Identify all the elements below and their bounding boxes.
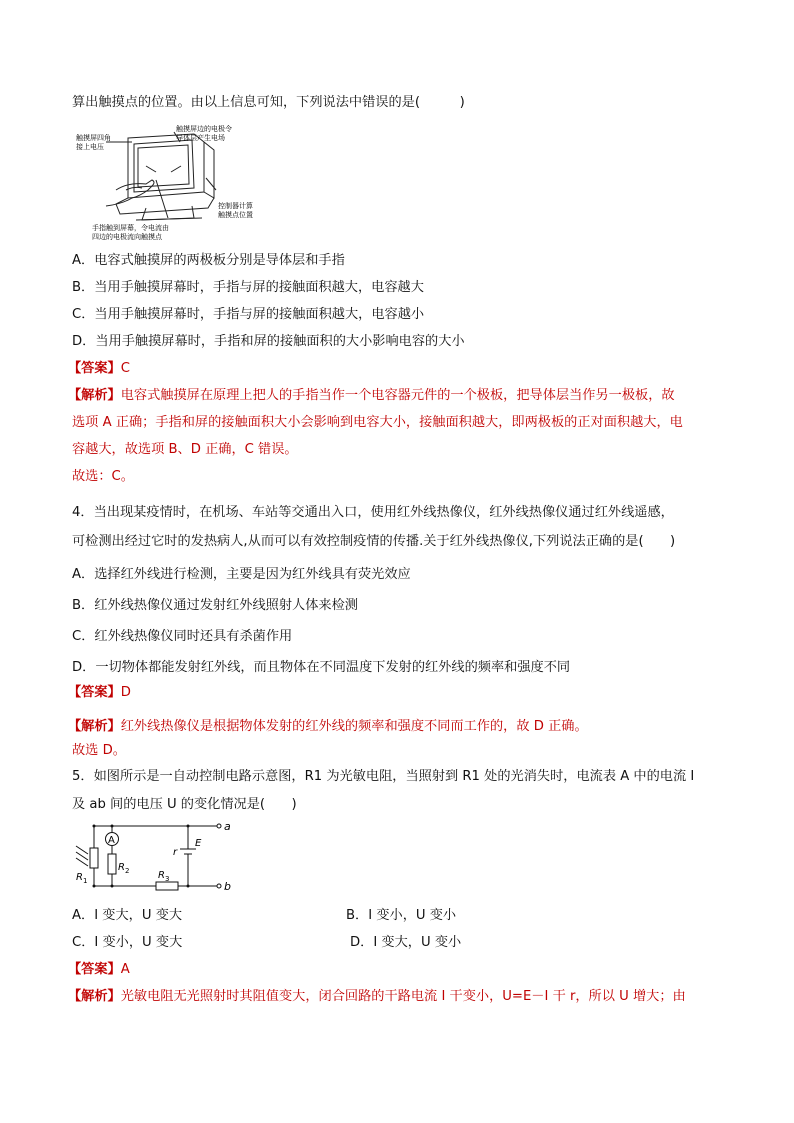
answer-value: A (120, 962, 130, 977)
q5-stem-line-1: 5．如图所示是一自动控制电路示意图，R1 为光敏电阻，当照射到 R1 处的光消失时，电流表 A 中的电流 I (72, 769, 695, 784)
q3-analysis-line-2: 选项 A 正确；手指和屏的接触面积大小会影响到电容大小，接触面积越大，即两极板的正对面积越大，电 (72, 415, 683, 430)
answer-value: D (120, 685, 131, 700)
q4-stem-line-2: 可检测出经过它时的发热病人,从而可以有效控制疫情的传播.关于红外线热像仪,下列说法正确的是( ) (72, 534, 676, 549)
fig-label-controller2: 触摸点位置 (218, 211, 253, 219)
fig-label-field: 触摸屏边的电极令 (176, 125, 232, 133)
q5-option-c: C．I 变小，U 变大 (72, 935, 183, 950)
touchscreen-figure (76, 120, 276, 245)
circuit-diagram (72, 818, 232, 898)
analysis-tag: 【解析】 (68, 989, 121, 1004)
fig-label-finger: 手指触到屏幕，令电流由 (92, 224, 169, 232)
q3-option-b: B．当用手触摸屏幕时，手指与屏的接触面积越大，电容越大 (72, 280, 424, 295)
answer-tag: 【答案】 (68, 962, 121, 977)
q5-stem-line-2: 及 ab 间的电压 U 的变化情况是( ) (72, 797, 297, 812)
q4-option-d: D．一切物体都能发射红外线，而且物体在不同温度下发射的红外线的频率和强度不同 (72, 660, 571, 675)
q5-option-b: B．I 变小，U 变小 (346, 908, 457, 923)
analysis-text: 电容式触摸屏在原理上把人的手指当作一个电容器元件的一个极板，把导体层当作另一极板，故 (120, 388, 675, 403)
q3-analysis-line-1 (68, 387, 675, 405)
q4-conclusion: 故选 D。 (72, 743, 126, 758)
analysis-tag: 【解析】 (68, 388, 121, 403)
answer-tag: 【答案】 (68, 361, 121, 376)
answer-value: C (120, 361, 130, 376)
fig-label-corner2: 接上电压 (76, 143, 104, 151)
terminal-b-label: b (224, 880, 231, 893)
internal-resistance-label: r (173, 847, 178, 858)
fig-label-field2: 导体层产生电场 (176, 134, 225, 142)
analysis-tag: 【解析】 (68, 719, 121, 734)
fig-label-corner: 触摸屏四角 (76, 134, 111, 142)
r1-label: $R_1$ (76, 872, 88, 885)
q3-option-d: D．当用手触摸屏幕时，手指和屏的接触面积的大小影响电容的大小 (72, 334, 465, 349)
q3-option-a: A．电容式触摸屏的两极板分别是导体层和手指 (72, 253, 345, 268)
terminal-a-label: a (224, 820, 231, 833)
r3-label: $R_3$ (158, 870, 170, 883)
q5-option-d: D．I 变大，U 变小 (350, 935, 462, 950)
ammeter-label: A (108, 835, 115, 846)
r2-label: $R_2$ (118, 862, 130, 875)
q3-analysis-line-3: 容越大，故选项 B、D 正确，C 错误。 (72, 442, 298, 457)
q3-conclusion: 故选：C。 (72, 469, 134, 484)
q5-analysis (68, 988, 686, 1006)
q5-option-a: A．I 变大，U 变大 (72, 908, 183, 923)
q3-answer-row (68, 360, 130, 378)
q4-option-c: C．红外线热像仪同时还具有杀菌作用 (72, 629, 293, 644)
fig-label-controller: 控制器计算 (218, 202, 253, 210)
answer-tag: 【答案】 (68, 685, 121, 700)
q5-answer-row (68, 961, 130, 979)
q4-stem-line-1: 4．当出现某疫情时，在机场、车站等交通出入口，使用红外线热像仪，红外线热像仪通过红外线遥感， (72, 505, 674, 520)
fig-label-finger2: 四边的电极流向触摸点 (92, 233, 162, 241)
q3-option-c: C．当用手触摸屏幕时，手指与屏的接触面积越大，电容越小 (72, 307, 425, 322)
q4-option-b: B．红外线热像仪通过发射红外线照射人体来检测 (72, 598, 358, 613)
analysis-text: 红外线热像仪是根据物体发射的红外线的频率和强度不同而工作的，故 D 正确。 (120, 719, 588, 734)
q4-answer-row (68, 684, 131, 702)
q3-stem-end: 算出触摸点的位置。由以上信息可知，下列说法中错误的是( ) (72, 95, 465, 110)
emf-label: E (195, 838, 202, 849)
analysis-text: 光敏电阻无光照射时其阻值变大，闭合回路的干路电流 I 干变小，U=E－I 干 r，所以 U 增大；由 (120, 989, 686, 1004)
q4-analysis (68, 718, 588, 736)
q4-option-a: A．选择红外线进行检测，主要是因为红外线具有荧光效应 (72, 567, 411, 582)
